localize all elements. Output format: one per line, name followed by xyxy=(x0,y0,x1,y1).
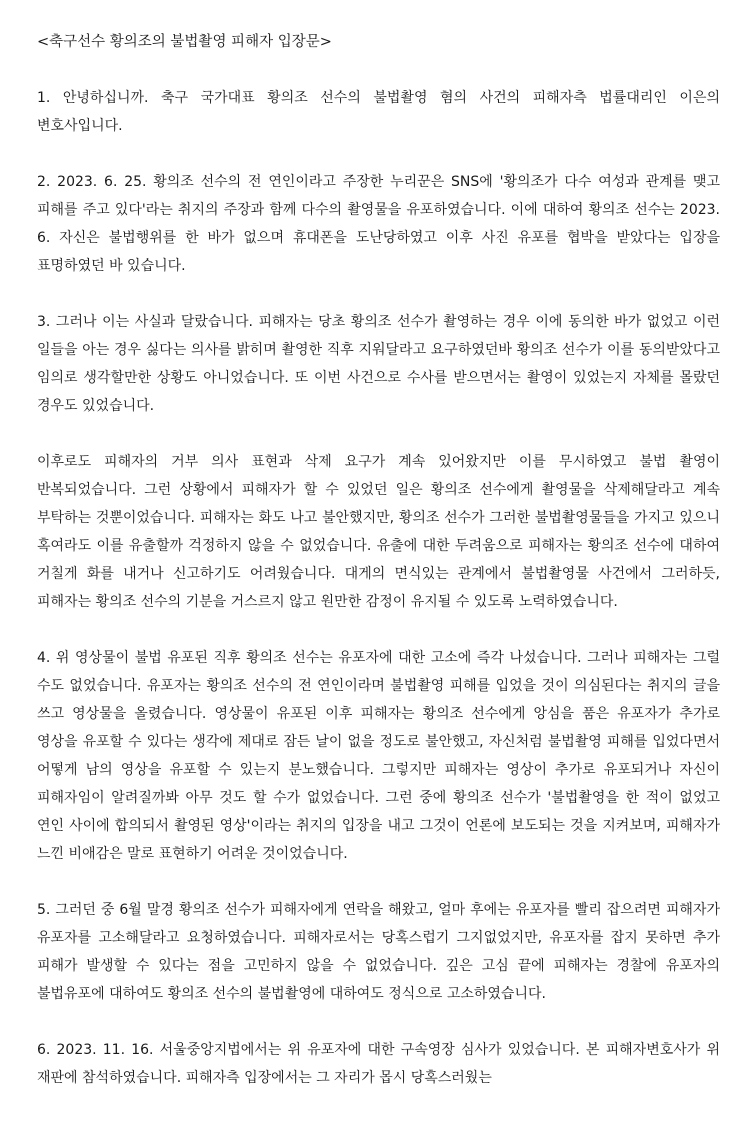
paragraph-2: 2. 2023. 6. 25. 황의조 선수의 전 연인이라고 주장한 누리꾼은 SNS에 '황의조가 다수 여성과 관계를 맺고 피해를 주고 있다'라는 취지의 주장과 함께 다수의 촬영물을 유포하였습니다. 이에 대하여 황의조 선수는 2023. 6. 자신은 불법행위를 한 바가 없으며 휴대폰을 도난당하였고 이후 사진 유포를 협박을 받았다는 입장을 표명하였던 바 있습니다. xyxy=(37,174,720,274)
paragraph-3-continued: 이후로도 피해자의 거부 의사 표현과 삭제 요구가 계속 있어왔지만 이를 무시하였고 불법 촬영이 반복되었습니다. 그런 상황에서 피해자가 할 수 있었던 일은 황의조 선수에게 촬영물을 삭제해달라고 계속 부탁하는 것뿐이었습니다. 피해자는 화도 나고 불안했지만, 황의조 선수가 그러한 불법촬영물들을 가지고 있으니 혹여라도 이를 유출할까 걱정하지 않을 수 없었습니다. 유출에 대한 두려움으로 피해자는 황의조 선수에 대하여 거칠게 화를 내거나 신고하기도 어려웠습니다. 대게의 면식있는 관계에서 불법촬영물 사건에서 그러하듯, 피해자는 황의조 선수의 기분을 거스르지 않고 원만한 감정이 유지될 수 있도록 노력하였습니다. xyxy=(37,454,720,610)
paragraph-6: 6. 2023. 11. 16. 서울중앙지법에서는 위 유포자에 대한 구속영장 심사가 있었습니다. 본 피해자변호사가 위 재판에 참석하였습니다. 피해자측 입장에서는 그 자리가 몹시 당혹스러웠는 xyxy=(37,1042,720,1086)
paragraph-4: 4. 위 영상물이 불법 유포된 직후 황의조 선수는 유포자에 대한 고소에 즉각 나섰습니다. 그러나 피해자는 그럴 수도 없었습니다. 유포자는 황의조 선수의 전 연인이라며 불법촬영 피해를 입었을 것이 의심된다는 취지의 글을 쓰고 영상물을 올렸습니다. 영상물이 유포된 이후 피해자는 황의조 선수에게 앙심을 품은 유포자가 추가로 영상을 유포할 수 있다는 생각에 제대로 잠든 날이 없을 정도로 불안했고, 자신처럼 불법촬영 피해를 입었다면서 어떻게 남의 영상을 유포할 수 있는지 분노했습니다. 그렇지만 피해자는 영상이 추가로 유포되거나 자신이 피해자임이 알려질까봐 아무 것도 할 수가 없었습니다. 그런 중에 황의조 선수가 '불법촬영을 한 적이 없었고 연인 사이에 합의되서 촬영된 영상'이라는 취지의 입장을 내고 그것이 언론에 보도되는 것을 지켜보며, 피해자가 느낀 비애감은 말로 표현하기 어려운 것이었습니다. xyxy=(37,650,720,862)
paragraph-1: 1. 안녕하십니까. 축구 국가대표 황의조 선수의 불법촬영 혐의 사건의 피해자측 법률대리인 이은의 변호사입니다. xyxy=(37,90,720,134)
paragraph-5: 5. 그러던 중 6월 말경 황의조 선수가 피해자에게 연락을 해왔고, 얼마 후에는 유포자를 빨리 잡으려면 피해자가 유포자를 고소해달라고 요청하였습니다. 피해자로서는 당혹스럽기 그지없었지만, 유포자를 잡지 못하면 추가 피해가 발생할 수 있다는 점을 고민하지 않을 수 없었습니다. 깊은 고심 끝에 피해자는 경찰에 유포자의 불법유포에 대하여도 황의조 선수의 불법촬영에 대하여도 정식으로 고소하였습니다. xyxy=(37,902,720,1002)
document-title: <축구선수 황의조의 불법촬영 피해자 입장문> xyxy=(37,34,332,50)
paragraph-3: 3. 그러나 이는 사실과 달랐습니다. 피해자는 당초 황의조 선수가 촬영하는 경우 이에 동의한 바가 없었고 이런 일들을 아는 경우 싫다는 의사를 밝히며 촬영한 직후 지워달라고 요구하였던바 황의조 선수가 이를 동의받았다고 임의로 생각할만한 상황도 아니었습니다. 또 이번 사건으로 수사를 받으면서는 촬영이 있었는지 자체를 몰랐던 경우도 있었습니다. xyxy=(37,314,720,414)
statement-document xyxy=(37,28,720,1092)
